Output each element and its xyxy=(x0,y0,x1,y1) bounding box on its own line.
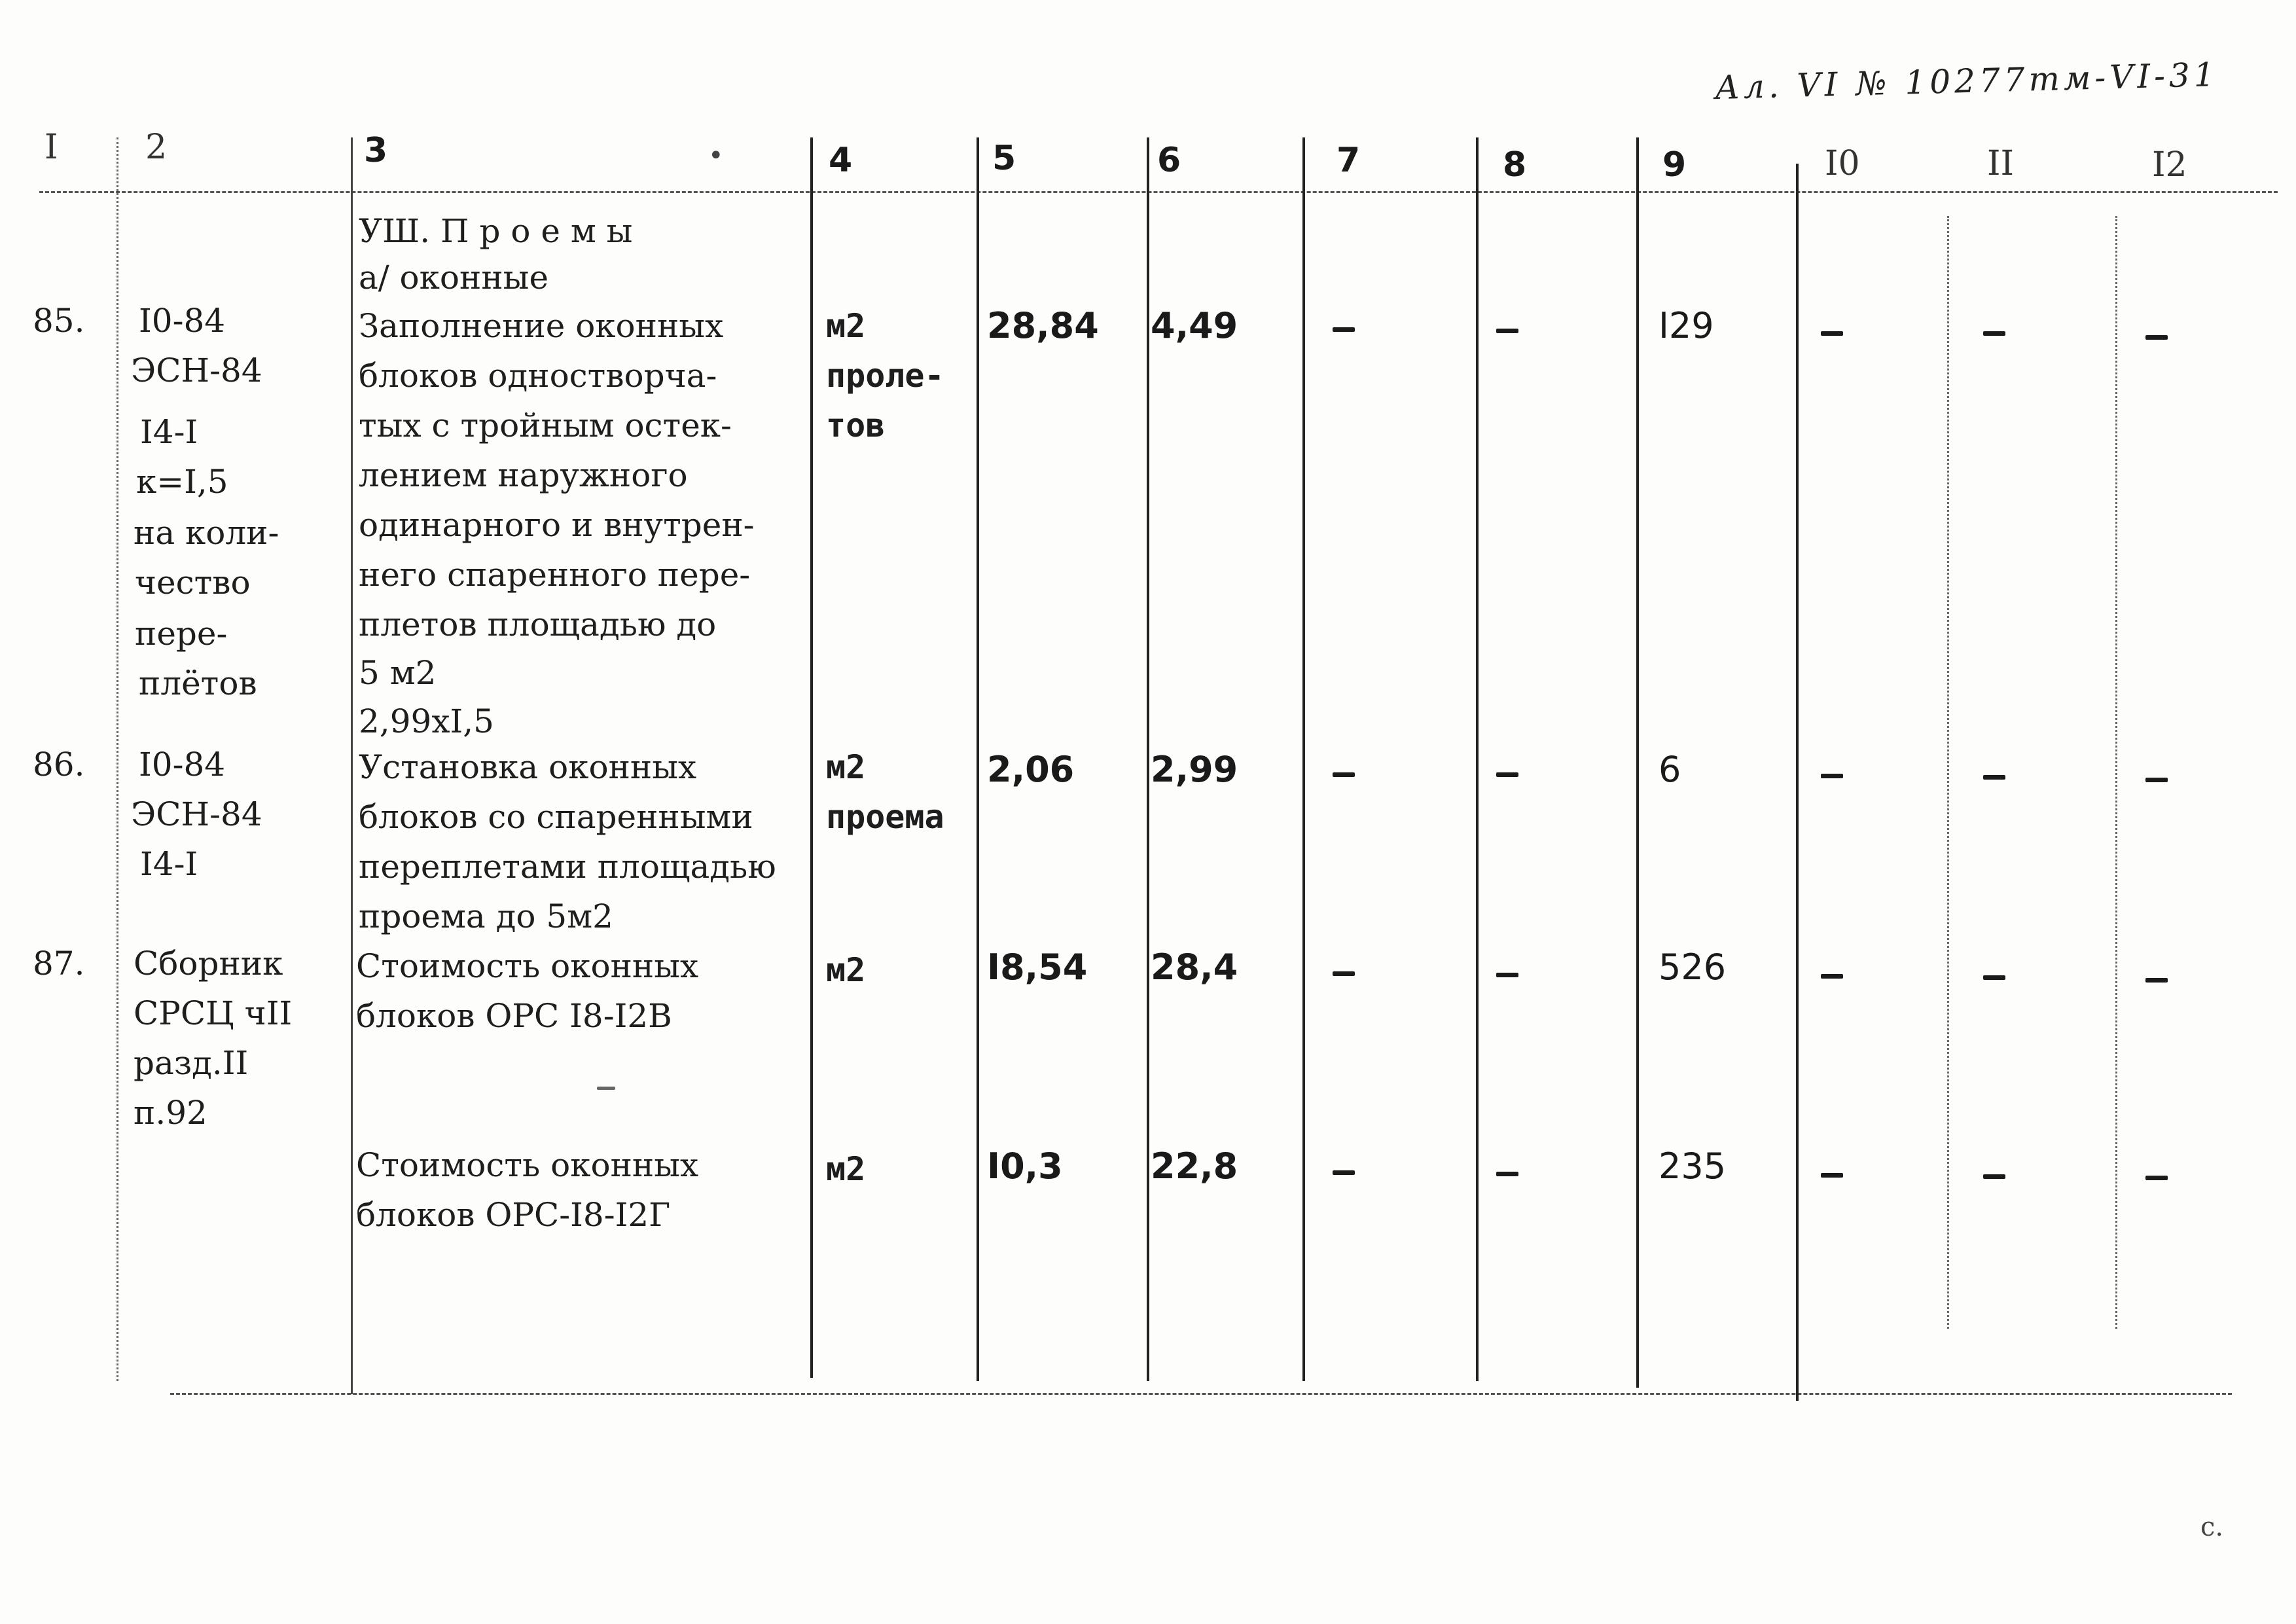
row-basis-line: I0-84 xyxy=(139,302,226,340)
stray-mark xyxy=(597,1087,615,1090)
row-col6-value: 4,49 xyxy=(1151,305,1238,346)
column-divider-9 xyxy=(1796,164,1799,1401)
row-col11-dash xyxy=(1983,1174,2005,1179)
row-unit-line: проема xyxy=(826,798,944,836)
row-col9-value: 6 xyxy=(1659,749,1681,790)
row-quantity: I0,3 xyxy=(987,1146,1063,1187)
row-description-line: плетов площадью до xyxy=(359,605,717,643)
column-number-10: I0 xyxy=(1825,144,1860,183)
row-description-line: блоков ОРС-I8-I2Г xyxy=(356,1196,671,1234)
row-description-line: блоков со спаренными xyxy=(359,798,753,836)
header-rule xyxy=(39,191,2278,193)
row-description-line: переплетами площадью xyxy=(359,848,776,886)
row-description-line: 5 м2 xyxy=(359,654,437,692)
row-description-line: Установка оконных xyxy=(359,748,697,786)
column-number-2: 2 xyxy=(145,128,168,167)
column-number-1: I xyxy=(45,128,58,167)
row-basis-line: I4-I xyxy=(140,845,198,883)
row-col6-value: 28,4 xyxy=(1151,947,1238,988)
row-unit-line: тов xyxy=(826,406,886,444)
row-basis-line: Сборник xyxy=(134,945,283,983)
row-col10-dash xyxy=(1821,331,1843,336)
column-number-11: II xyxy=(1987,144,2015,183)
row-number: 85. xyxy=(33,302,85,340)
row-col12-dash xyxy=(2145,978,2168,983)
row-basis-line: I0-84 xyxy=(139,746,226,784)
row-col11-dash xyxy=(1983,775,2005,780)
row-description-line: Стоимость оконных xyxy=(356,947,699,985)
row-col8-dash xyxy=(1496,329,1518,333)
row-col12-dash xyxy=(2145,778,2168,782)
row-description-line: одинарного и внутрен- xyxy=(359,506,755,544)
section-title: УШ. П р о е м ы xyxy=(359,212,633,250)
row-description-line: тых с тройным остек- xyxy=(359,406,732,444)
row-col12-dash xyxy=(2145,335,2168,340)
row-basis-line: СРСЦ чII xyxy=(134,994,293,1032)
column-divider-3 xyxy=(810,137,813,1378)
row-basis-line: плётов xyxy=(139,664,257,702)
row-col7-dash xyxy=(1333,772,1355,777)
column-divider-11 xyxy=(2115,216,2117,1329)
row-basis-line: п.92 xyxy=(134,1094,207,1132)
row-col6-value: 22,8 xyxy=(1151,1146,1238,1187)
row-basis-line: ЭСН-84 xyxy=(131,795,262,833)
column-divider-1 xyxy=(117,137,118,1381)
row-col8-dash xyxy=(1496,973,1518,977)
row-col10-dash xyxy=(1821,1173,1843,1178)
row-col9-value: 235 xyxy=(1659,1146,1727,1187)
document-reference-number: Ал. VI № 10277тм-VI-31 xyxy=(1714,55,2219,107)
row-basis-line: к=I,5 xyxy=(136,463,228,501)
row-quantity: 28,84 xyxy=(987,305,1099,346)
row-description-line: 2,99хI,5 xyxy=(359,702,494,740)
row-basis-line: I4-I xyxy=(140,413,198,451)
column-number-3: 3 xyxy=(364,131,388,170)
row-col10-dash xyxy=(1821,974,1843,979)
row-description-line: Стоимость оконных xyxy=(356,1146,699,1184)
row-description-line: него спаренного пере- xyxy=(359,556,751,594)
row-description-line: блоков ОРС I8-I2В xyxy=(356,997,672,1035)
row-col11-dash xyxy=(1983,331,2005,336)
row-description-line: проема до 5м2 xyxy=(359,897,613,935)
column-divider-2 xyxy=(351,137,353,1394)
row-col7-dash xyxy=(1333,327,1355,332)
column-number-4: 4 xyxy=(829,141,853,180)
bottom-rule xyxy=(170,1393,2232,1395)
row-basis-line: ЭСН-84 xyxy=(131,352,262,389)
row-col11-dash xyxy=(1983,975,2005,980)
row-description-line: блоков одностворча- xyxy=(359,357,717,395)
column-divider-5 xyxy=(1147,137,1149,1381)
row-unit-line: м2 xyxy=(826,1150,866,1188)
column-divider-6 xyxy=(1302,137,1305,1381)
column-divider-8 xyxy=(1636,137,1639,1388)
row-col7-dash xyxy=(1333,1170,1355,1175)
row-number: 87. xyxy=(33,945,85,983)
row-col10-dash xyxy=(1821,774,1843,778)
column-number-9: 9 xyxy=(1662,145,1687,185)
row-col12-dash xyxy=(2145,1176,2168,1180)
row-col7-dash xyxy=(1333,971,1355,976)
column-number-5: 5 xyxy=(992,139,1016,178)
row-quantity: 2,06 xyxy=(987,749,1075,790)
row-basis-line: на коли- xyxy=(134,514,279,552)
row-col9-value: 526 xyxy=(1659,947,1727,988)
column-divider-7 xyxy=(1476,137,1479,1381)
row-col6-value: 2,99 xyxy=(1151,749,1238,790)
row-unit-line: проле- xyxy=(826,357,944,395)
row-quantity: I8,54 xyxy=(987,947,1088,988)
column-number-12: I2 xyxy=(2152,145,2187,185)
row-description-line: лением наружного xyxy=(359,456,688,494)
column-divider-4 xyxy=(977,137,979,1381)
row-col8-dash xyxy=(1496,772,1518,777)
row-basis-line: чество xyxy=(135,564,251,602)
row-unit-line: м2 xyxy=(826,951,866,989)
row-col9-value: I29 xyxy=(1659,305,1714,346)
column-number-7: 7 xyxy=(1336,141,1361,180)
row-basis-line: разд.II xyxy=(134,1044,249,1082)
row-basis-line: пере- xyxy=(135,615,228,653)
row-description-line: Заполнение оконных xyxy=(359,307,724,345)
scan-mark: c. xyxy=(2200,1512,2224,1542)
column-divider-10 xyxy=(1947,216,1949,1329)
row-number: 86. xyxy=(33,746,85,784)
row-col8-dash xyxy=(1496,1172,1518,1176)
row-unit-line: м2 xyxy=(826,748,866,786)
row-unit-line: м2 xyxy=(826,307,866,345)
section-subtitle: а/ оконные xyxy=(359,259,549,297)
column-number-8: 8 xyxy=(1503,145,1527,185)
column-number-6: 6 xyxy=(1157,141,1181,180)
column-3-header-mark: • xyxy=(708,141,724,171)
